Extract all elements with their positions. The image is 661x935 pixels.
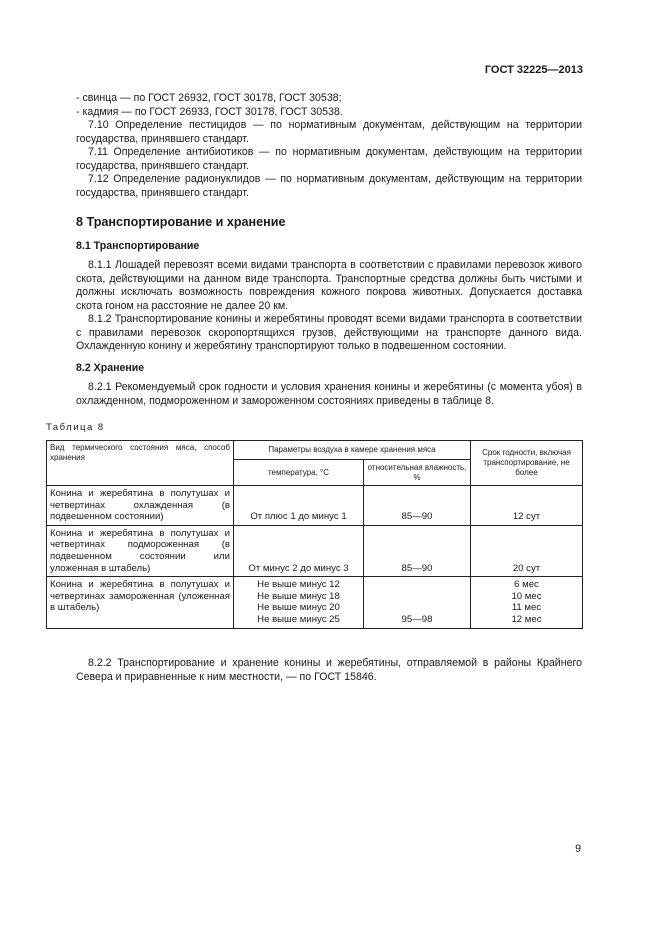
- subsection-heading-transport: 8.1 Транспортирование: [76, 240, 200, 252]
- row-shelf-life: 20 сут: [471, 525, 583, 576]
- row-shelf-life: [471, 577, 583, 628]
- temperature-value: Не выше минус 20: [257, 602, 340, 614]
- subsection-heading-storage: 8.2 Хранение: [76, 362, 145, 374]
- header-state: Вид термического состояния мяса, способ хранения: [47, 441, 234, 486]
- paragraph-8-1-1: 8.1.1 Лошадей перевозят всеми видами транспорта в соответствии с правилами перевозок живого скота, действующими на данном виде транспорта. Транспортные средства должны быть чистыми и должны исключать возможность повреждения кожного покрова животных. Допускается доставка скота гоном на расстояние не далее 20 км.: [76, 259, 582, 312]
- paragraph-8-2-1: 8.2.1 Рекомендуемый срок годности и условия хранения конины и жеребятины (с момента убоя) в охлажденном, подмороженном и замороженном состояниях приведены в таблице 8.: [76, 381, 582, 407]
- paragraph-7-11: 7.11 Определение антибиотиков — по нормативным документам, действующим на территории государства, принявшего стандарт.: [76, 146, 582, 172]
- shelf-value: 12 мес: [511, 613, 542, 625]
- row-temperature: От минус 2 до минус 3: [234, 525, 364, 576]
- row-temperature: [234, 577, 364, 628]
- list-item: - свинца — по ГОСТ 26932, ГОСТ 30178, ГОСТ 30538;: [76, 92, 342, 104]
- shelf-value: 11 мес: [511, 602, 542, 614]
- header-air-params: Параметры воздуха в камере хранения мяса: [234, 441, 471, 460]
- shelf-value: 10 мес: [511, 590, 542, 602]
- table-row: [47, 486, 583, 526]
- row-shelf-life: 12 сут: [471, 486, 583, 526]
- paragraph-8-1-2: 8.1.2 Транспортирование конины и жеребятины проводят всеми видами транспорта в соответствии с правилами перевозок скоропортящихся грузов, действующими на транспорте данного вида. Охлажденную конину и жеребятину транспортируют только в подвешенном состоянии.: [76, 313, 582, 352]
- header-shelf-life: Срок годности, включая транспортирование, не более: [471, 441, 583, 486]
- list-item: - кадмия — по ГОСТ 26933, ГОСТ 30178, ГОСТ 30538.: [76, 105, 343, 118]
- table-row: [47, 577, 583, 628]
- storage-table: [46, 440, 583, 629]
- paragraph-7-10: 7.10 Определение пестицидов — по нормативным документам, действующим на территории государства, принявшего стандарт.: [76, 119, 582, 145]
- row-humidity: 85—90: [364, 525, 471, 576]
- row-description: Конина и жеребятина в полутушах и четвертинах охлажденная (в подвешенном состоянии): [47, 486, 234, 526]
- row-description: Конина и жеребятина в полутушах и четвертинах замороженная (уложенная в штабель): [47, 577, 234, 628]
- row-humidity: 95—98: [364, 577, 471, 628]
- paragraph-8-2-2: 8.2.2 Транспортирование и хранение конины и жеребятины, отправляемой в районы Крайнего Севера и приравненные к ним местности, — по ГОСТ 15846.: [76, 657, 582, 683]
- section-heading: 8 Транспортирование и хранение: [76, 215, 286, 229]
- table-row: [47, 525, 583, 576]
- temperature-value: Не выше минус 12: [257, 579, 340, 591]
- temperature-value: Не выше минус 18: [257, 590, 340, 602]
- table-caption: Таблица 8: [46, 422, 105, 433]
- row-description: Конина и жеребятина в полутушах и четвертинах подмороженная (в подвешенном состоянии или уложенная в штабель): [47, 525, 234, 576]
- document-code: ГОСТ 32225—2013: [484, 64, 583, 76]
- header-temperature: температура, °С: [234, 460, 364, 486]
- header-humidity: относительная влажность, %: [364, 460, 471, 486]
- row-humidity: 85—90: [364, 486, 471, 526]
- paragraph-7-12: 7.12 Определение радионуклидов — по нормативным документам, действующим на территории государства, принявшего стандарт.: [76, 173, 582, 199]
- row-temperature: От плюс 1 до минус 1: [234, 486, 364, 526]
- page-number: 9: [575, 843, 581, 855]
- intro-list: [76, 92, 582, 119]
- shelf-value: 6 мес: [514, 579, 539, 591]
- temperature-value: Не выше минус 25: [257, 613, 340, 625]
- table-header-row: [47, 441, 583, 460]
